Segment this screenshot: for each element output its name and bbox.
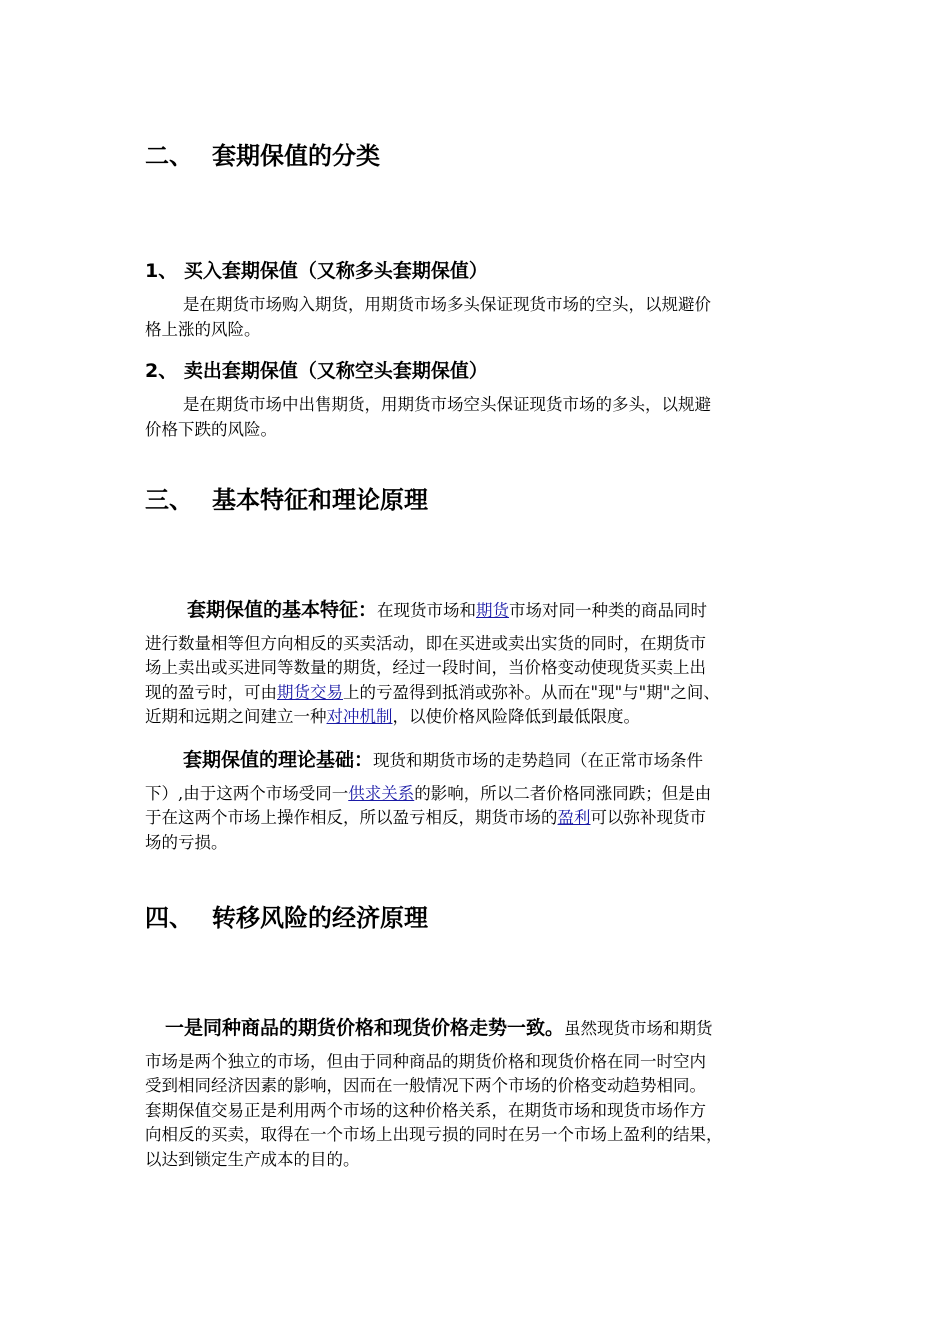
link-futures-trading[interactable]: 期货交易 bbox=[277, 682, 343, 702]
section-title: 套期保值的分类 bbox=[212, 142, 380, 170]
paragraph-theoretical-basis bbox=[145, 748, 825, 855]
paragraph-line: 进行数量相等但方向相反的买卖活动，即在买进或卖出实货的同时，在期货市 bbox=[145, 633, 706, 653]
subheading-sell-hedge: 2、 卖出套期保值（又称空头套期保值） bbox=[145, 360, 488, 382]
paragraph-line: 是在期货市场中出售期货，用期货市场空头保证现货市场的多头，以规避 bbox=[183, 395, 711, 414]
paragraph-line bbox=[145, 598, 825, 624]
section-title: 基本特征和理论原理 bbox=[212, 486, 428, 514]
text-run: 现的盈亏时，可由 bbox=[145, 682, 277, 702]
paragraph-line: 向相反的买卖，取得在一个市场上出现亏损的同时在另一个市场上盈利的结果， bbox=[145, 1125, 723, 1144]
paragraph-line: 受到相同经济因素的影响，因而在一般情况下两个市场的价格变动趋势相同。 bbox=[145, 1076, 706, 1095]
link-hedging-mechanism[interactable]: 对冲机制 bbox=[326, 707, 393, 726]
paragraph-sell-hedge bbox=[145, 393, 825, 442]
paragraph-basic-features bbox=[145, 598, 825, 730]
text-run: 近期和远期之间建立一种 bbox=[145, 707, 327, 726]
paragraph-buy-hedge bbox=[145, 293, 825, 342]
section-title: 转移风险的经济原理 bbox=[212, 904, 428, 932]
text-run: 下）,由于这两个市场受同一 bbox=[145, 783, 349, 803]
paragraph-line bbox=[145, 748, 825, 774]
paragraph-line bbox=[145, 1016, 825, 1042]
subheading-buy-hedge: 1、 买入套期保值（又称多头套期保值） bbox=[145, 260, 488, 282]
lead-theoretical-basis: 套期保值的理论基础： bbox=[183, 749, 374, 771]
paragraph-line: 格上涨的风险。 bbox=[145, 319, 261, 339]
section-heading-2 bbox=[145, 136, 380, 171]
text-run: 的影响，所以二者价格同涨同跌；但是由 bbox=[414, 783, 712, 803]
section-number: 三、 bbox=[145, 486, 193, 514]
paragraph-line: 场上卖出或买进同等数量的期货，经过一段时间，当价格变动使现货买卖上出 bbox=[145, 658, 706, 677]
paragraph-line: 价格下跌的风险。 bbox=[145, 419, 277, 439]
text-run: 上的亏盈得到抵消或弥补。从而在"现"与"期"之间、 bbox=[343, 682, 720, 702]
paragraph-line: 以达到锁定生产成本的目的。 bbox=[145, 1149, 360, 1169]
paragraph-risk-transfer bbox=[145, 1016, 825, 1172]
section-heading-4 bbox=[145, 898, 428, 933]
text-run: 在现货市场和 bbox=[377, 601, 477, 620]
paragraph-line bbox=[145, 681, 825, 706]
paragraph-line bbox=[145, 782, 825, 807]
text-run: 于在这两个市场上操作相反，所以盈亏相反，期货市场的 bbox=[145, 808, 558, 827]
paragraph-line: 是在期货市场购入期货，用期货市场多头保证现货市场的空头，以规避价 bbox=[183, 295, 711, 314]
section-number: 二、 bbox=[145, 142, 193, 170]
link-profit[interactable]: 盈利 bbox=[557, 808, 591, 827]
link-futures[interactable]: 期货 bbox=[476, 601, 510, 620]
link-supply-demand[interactable]: 供求关系 bbox=[348, 783, 415, 803]
text-run: 市场对同一种类的商品同时 bbox=[509, 601, 708, 620]
paragraph-line bbox=[145, 705, 825, 730]
text-run: ，以使价格风险降低到最低限度。 bbox=[392, 707, 640, 726]
paragraph-line: 套期保值交易正是利用两个市场的这种价格关系，在期货市场和现货市场作方 bbox=[145, 1100, 706, 1120]
lead-basic-features: 套期保值的基本特征： bbox=[187, 599, 378, 621]
text-run: 虽然现货市场和期货 bbox=[564, 1019, 713, 1038]
paragraph-line: 市场是两个独立的市场，但由于同种商品的期货价格和现货价格在同一时空内 bbox=[145, 1051, 706, 1071]
paragraph-line: 场的亏损。 bbox=[145, 832, 228, 852]
text-run: 现货和期货市场的走势趋同（在正常市场条件 bbox=[373, 751, 704, 770]
text-run: 可以弥补现货市 bbox=[590, 808, 706, 827]
section-heading-3 bbox=[145, 480, 428, 515]
lead-risk-transfer: 一是同种商品的期货价格和现货价格走势一致。 bbox=[165, 1017, 565, 1039]
paragraph-line bbox=[145, 806, 825, 831]
section-number: 四、 bbox=[145, 904, 193, 932]
